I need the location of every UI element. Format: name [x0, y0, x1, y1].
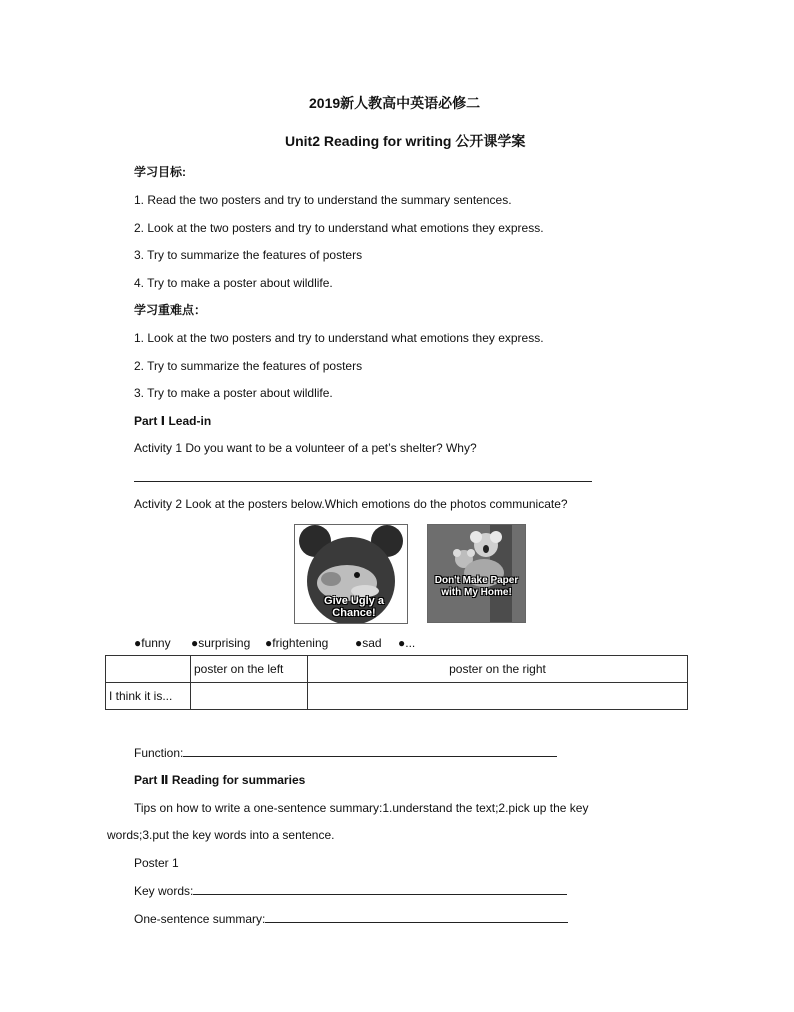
activity2-question: Activity 2 Look at the posters below.Which emotions do the photos communicate?: [134, 497, 568, 511]
activity1-question: Activity 1 Do you want to be a volunteer of a pet’s shelter? Why?: [134, 441, 477, 455]
key-words-label: Key words:: [134, 884, 194, 898]
tips-line-1: Tips on how to write a one-sentence summary:1.understand the text;2.pick up the key: [134, 801, 589, 815]
emotion-table: [105, 655, 688, 710]
key-words-answer-line[interactable]: [193, 882, 567, 895]
objectives-heading: 学习目标:: [134, 165, 186, 179]
table-header-row: [106, 656, 688, 683]
emotion-option-more: ●...: [398, 636, 416, 650]
objective-item-4: 4. Try to make a poster about wildlife.: [134, 276, 333, 290]
objective-item-2: 2. Look at the two posters and try to understand what emotions they express.: [134, 221, 544, 235]
key-words-row: [134, 882, 567, 899]
table-answer-right[interactable]: [308, 683, 688, 710]
table-header-empty: [106, 656, 191, 683]
function-answer-line[interactable]: [183, 744, 557, 757]
summary-row: [134, 910, 568, 927]
table-row: [106, 683, 688, 710]
poster-left-image: [294, 524, 408, 624]
key-point-item-1: 1. Look at the two posters and try to understand what emotions they express.: [134, 331, 544, 345]
document-title: 2019新人教高中英语必修二: [309, 95, 481, 111]
poster-left-caption: Give Ugly a Chance!: [324, 595, 384, 619]
key-point-item-3: 3. Try to make a poster about wildlife.: [134, 386, 333, 400]
part2-heading: Part Ⅱ Reading for summaries: [134, 773, 306, 787]
summary-label: One-sentence summary:: [134, 912, 266, 926]
emotion-option-sad: ●sad: [355, 636, 382, 650]
part1-heading: Part Ⅰ Lead-in: [134, 414, 212, 428]
objective-item-1: 1. Read the two posters and try to understand the summary sentences.: [134, 193, 512, 207]
function-row: [134, 744, 557, 761]
emotion-option-frightening: ●frightening: [265, 636, 329, 650]
summary-answer-line[interactable]: [265, 910, 568, 923]
table-answer-left[interactable]: [191, 683, 308, 710]
table-header-left: poster on the left: [191, 656, 308, 683]
emotion-option-surprising: ●surprising: [191, 636, 251, 650]
table-header-right: poster on the right: [308, 656, 688, 683]
function-label: Function:: [134, 746, 184, 760]
objective-item-3: 3. Try to summarize the features of posters: [134, 248, 363, 262]
poster1-label: Poster 1: [134, 856, 179, 870]
poster-right-image: [427, 524, 526, 623]
tips-line-2: words;3.put the key words into a sentence.: [107, 828, 335, 842]
key-point-item-2: 2. Try to summarize the features of posters: [134, 359, 363, 373]
key-points-heading: 学习重难点：: [134, 303, 207, 317]
activity1-answer-line[interactable]: [134, 481, 592, 482]
table-row-label: I think it is...: [106, 683, 191, 710]
document-subtitle: Unit2 Reading for writing 公开课学案: [285, 133, 526, 149]
emotion-option-funny: ●funny: [134, 636, 171, 650]
poster-right-caption: Don't Make Paper with My Home!: [434, 575, 519, 598]
